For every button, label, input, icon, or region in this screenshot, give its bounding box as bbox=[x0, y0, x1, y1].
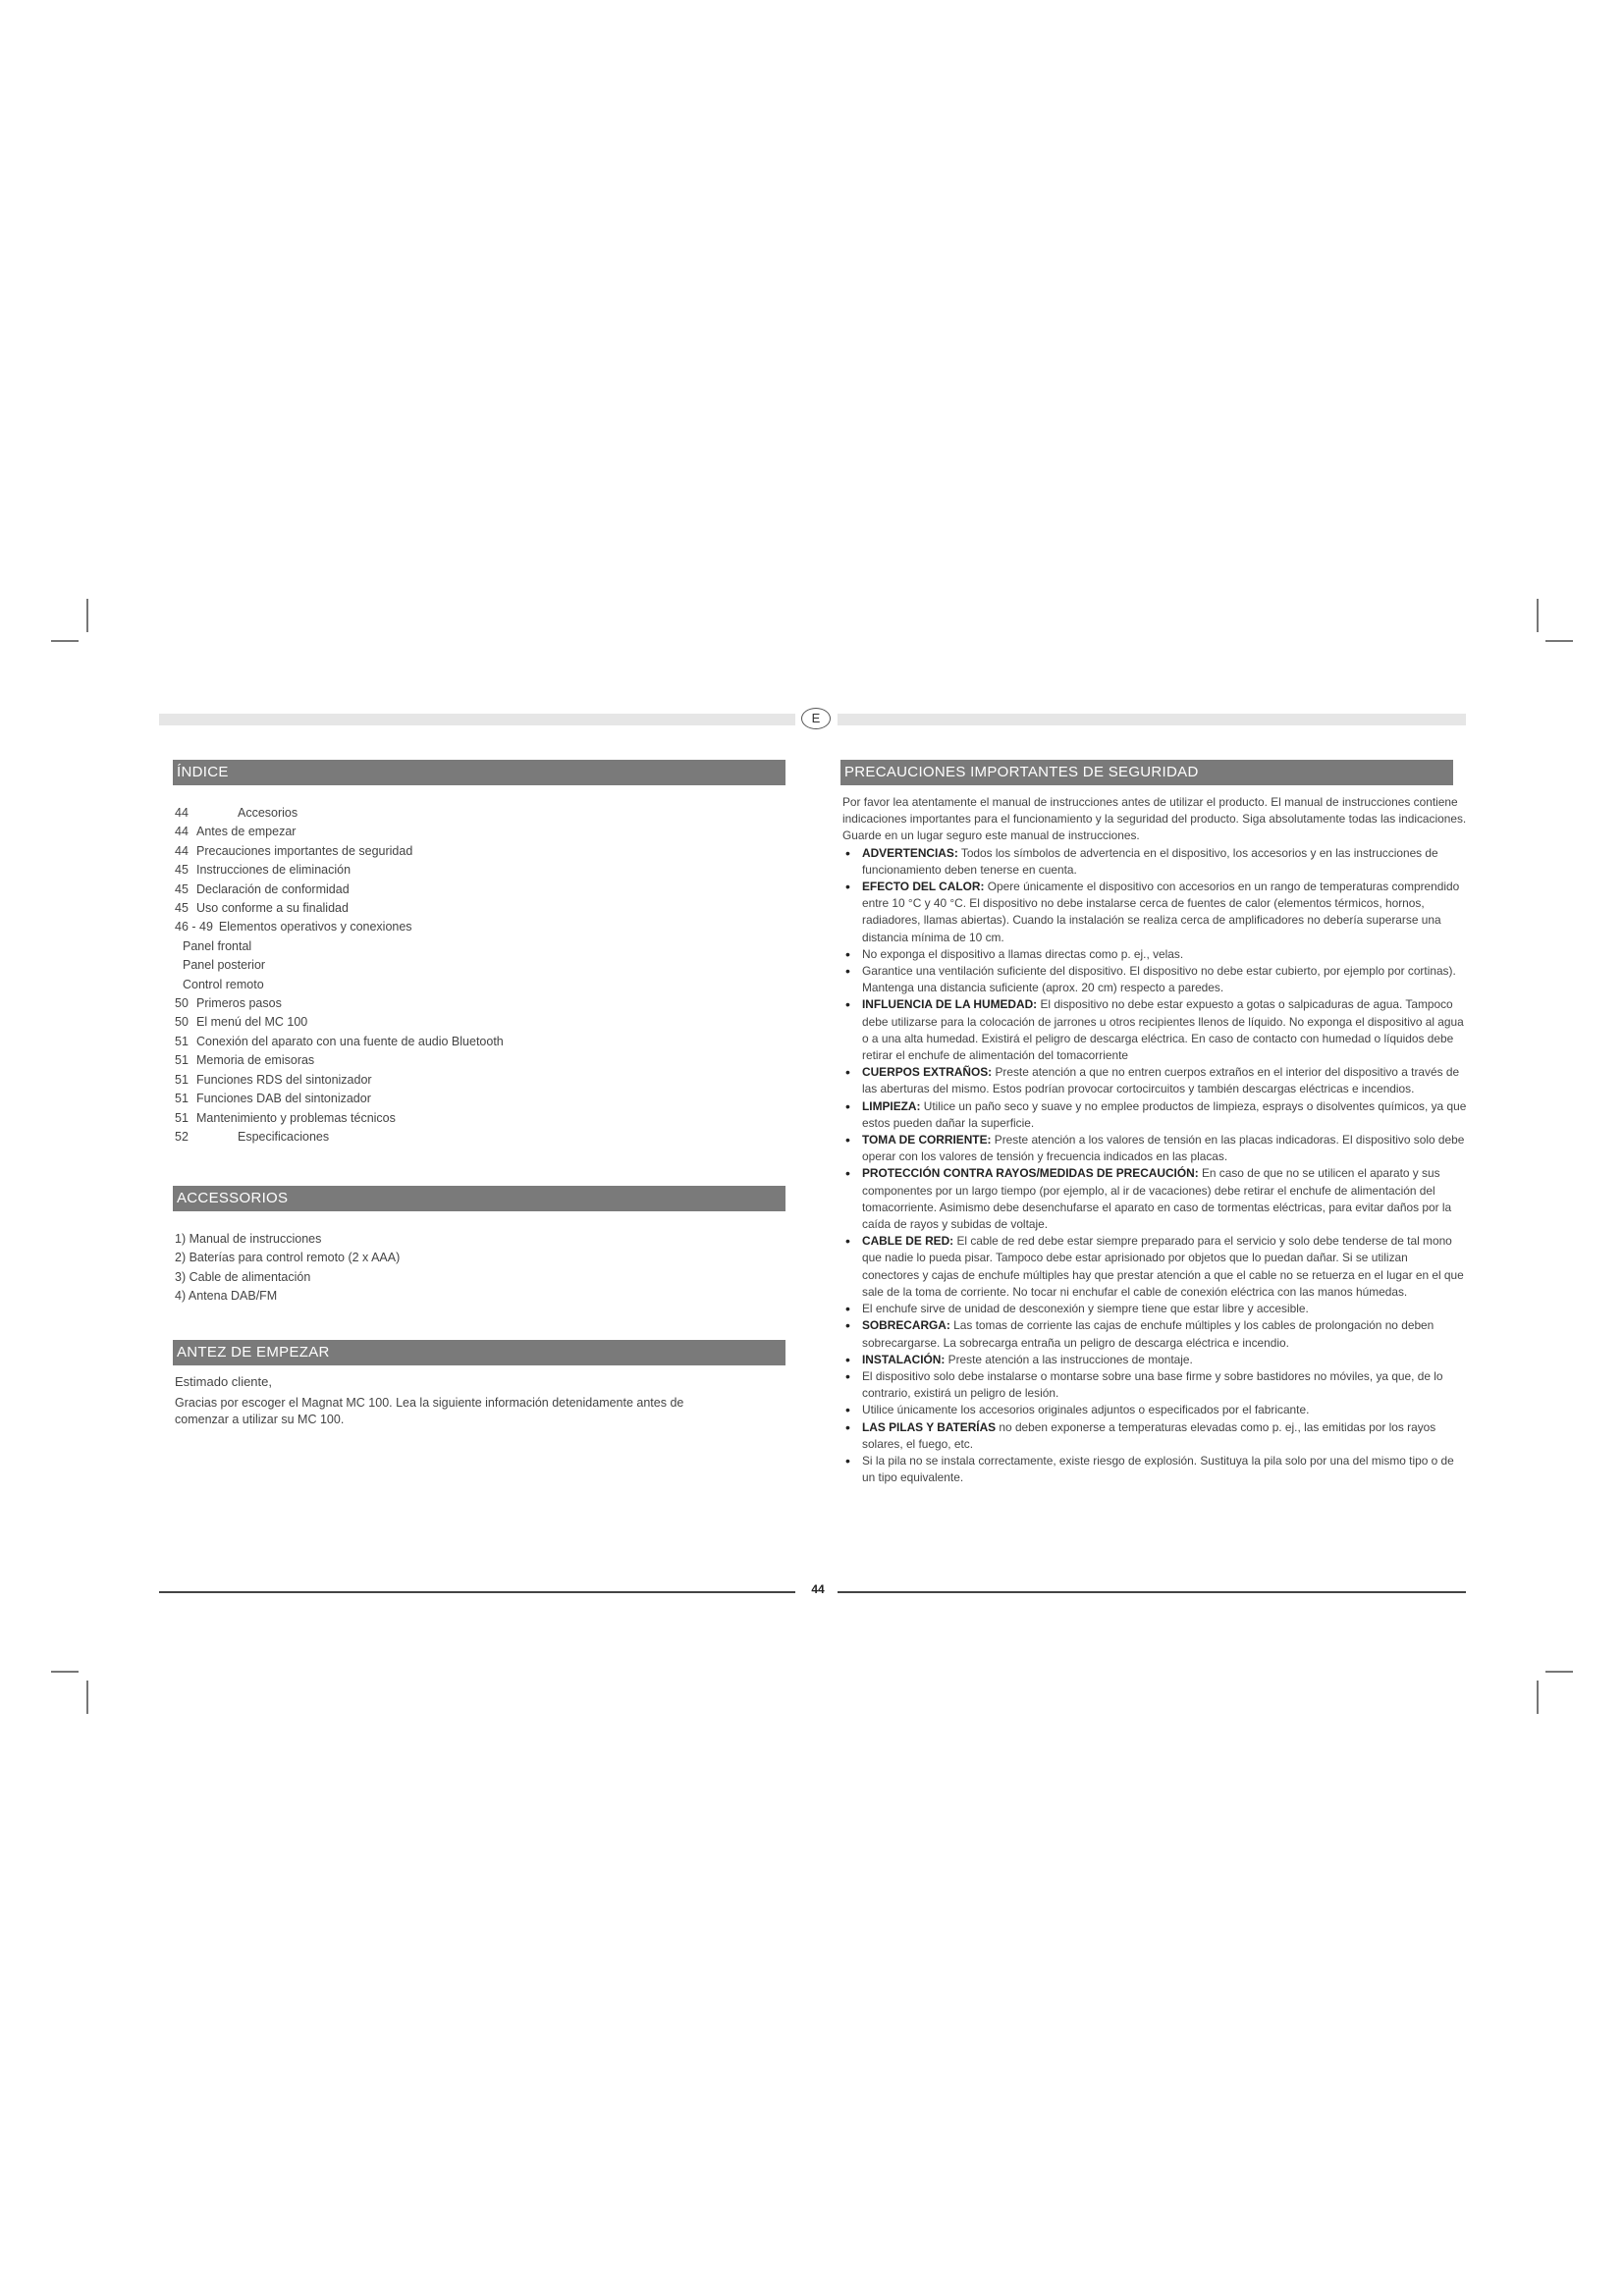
precaution-keyword: INSTALACIÓN: bbox=[862, 1352, 946, 1366]
toc-item bbox=[175, 1071, 774, 1090]
toc-label: Conexión del aparato con una fuente de audio Bluetooth bbox=[196, 1034, 504, 1048]
precaution-text: El enchufe sirve de unidad de desconexión y siempre tiene que estar libre y accesible. bbox=[862, 1302, 1309, 1316]
toc-label: Mantenimiento y problemas técnicos bbox=[196, 1110, 396, 1125]
precaution-item bbox=[842, 1132, 1467, 1165]
toc-label: Memoria de emisoras bbox=[196, 1053, 315, 1068]
page-number: 44 bbox=[811, 1582, 825, 1596]
toc-item bbox=[175, 1109, 774, 1128]
toc-page-number: 44 bbox=[175, 843, 189, 858]
toc-item bbox=[175, 918, 774, 936]
toc-page-number: 51 bbox=[175, 1034, 189, 1048]
toc-page-number: 45 bbox=[175, 863, 189, 878]
toc-page-number: 51 bbox=[175, 1072, 189, 1087]
precaution-item bbox=[842, 946, 1467, 963]
toc-label: Uso conforme a su finalidad bbox=[196, 901, 349, 916]
precaution-keyword: TOMA DE CORRIENTE: bbox=[862, 1133, 992, 1148]
section-header-precauciones: PRECAUCIONES IMPORTANTES DE SEGURIDAD bbox=[840, 760, 1453, 785]
table-of-contents bbox=[175, 804, 774, 1147]
bottom-rule-left bbox=[159, 1591, 795, 1593]
toc-page-number: 44 bbox=[175, 806, 189, 820]
toc-label: Antes de empezar bbox=[196, 825, 297, 839]
precaution-text: Opere únicamente el dispositivo con accesorios en un rango de temperaturas comprendido entre 10 °C y 40 °C. El dispositivo no debe instalarse cerca de fuentes de calor (elementos térmicos, hornos, radiadores, llamas abiertas). Cuando la instalación se realiza cerca de amplificadores no debería superarse una distancia mínima de 10 cm. bbox=[862, 880, 1460, 944]
precaution-text: Preste atención a las instrucciones de montaje. bbox=[945, 1352, 1193, 1366]
toc-item bbox=[175, 1090, 774, 1108]
precaution-text: Garantice una ventilación suficiente del dispositivo. El dispositivo no debe estar cubierto, por ejemplo por cortinas). Mantenga una distancia suficiente (aprox. 20 cm) respecto a paredes. bbox=[862, 964, 1456, 995]
toc-label: Declaración de conformidad bbox=[196, 881, 350, 896]
greeting: Estimado cliente, bbox=[175, 1374, 272, 1389]
toc-page-number: 45 bbox=[175, 901, 189, 916]
precaution-keyword: PROTECCIÓN CONTRA RAYOS/MEDIDAS DE PRECAUCIÓN: bbox=[862, 1166, 1199, 1181]
toc-item bbox=[175, 994, 774, 1013]
antes-section bbox=[175, 1374, 784, 1428]
antes-body: Gracias por escoger el Magnat MC 100. Lea la siguiente información detenidamente antes de comenzar a utilizar su MC 100. bbox=[175, 1396, 684, 1426]
accessory-item: 1) Manual de instrucciones bbox=[175, 1232, 322, 1246]
precaution-item bbox=[842, 845, 1467, 879]
precaution-text: Si la pila no se instala correctamente, existe riesgo de explosión. Sustituya la pila solo por una del mismo tipo o de un tipo equivalente. bbox=[862, 1453, 1454, 1485]
toc-item bbox=[175, 881, 774, 899]
precaution-keyword: ADVERTENCIAS: bbox=[862, 845, 958, 860]
precaution-keyword: CABLE DE RED: bbox=[862, 1234, 954, 1249]
crop-mark bbox=[51, 640, 79, 642]
top-band-right bbox=[838, 714, 1466, 725]
precaution-item bbox=[842, 1368, 1467, 1402]
toc-label: El menú del MC 100 bbox=[196, 1015, 308, 1030]
crop-mark bbox=[1537, 1681, 1539, 1714]
accessory-item: 3) Cable de alimentación bbox=[175, 1269, 311, 1284]
precaution-item bbox=[842, 1165, 1467, 1233]
toc-label: Control remoto bbox=[183, 977, 264, 991]
precaution-text: En caso de que no se utilicen el aparato y sus componentes por un largo tiempo (por ejemplo, al ir de vacaciones) debe retirar el enchufe de alimentación del tomacorriente. Asimismo debe desenchufarse el aparato en caso de tormentas eléctricas, para evitar daños por la caída de rayos y subidas de voltaje. bbox=[862, 1166, 1452, 1232]
precaution-item bbox=[842, 1317, 1467, 1351]
toc-item bbox=[175, 1013, 774, 1032]
precaution-item bbox=[842, 879, 1467, 946]
toc-page-number: 51 bbox=[175, 1092, 189, 1106]
precaution-text: El dispositivo no debe estar expuesto a gotas o salpicaduras de agua. Tampoco debe utilizarse para la colocación de jarrones u otros recipientes llenos de líquido. No exponga el dispositivo al agua o a una alta humedad. Existirá el peligro de descarga eléctrica. En caso de contacto con humedad o líquidos debe retirar el enchufe de alimentación del tomacorriente bbox=[862, 997, 1464, 1063]
toc-page-number: 50 bbox=[175, 1015, 189, 1030]
toc-item bbox=[175, 956, 774, 975]
precaution-item bbox=[842, 1301, 1467, 1317]
top-band-left bbox=[159, 714, 795, 725]
toc-item bbox=[175, 861, 774, 880]
precaution-text: no deben exponerse a temperaturas elevadas como p. ej., las emitidas por los rayos solares, el fuego, etc. bbox=[862, 1419, 1436, 1451]
precaution-item bbox=[842, 996, 1467, 1064]
precaution-keyword: SOBRECARGA: bbox=[862, 1318, 950, 1333]
toc-item bbox=[175, 804, 774, 823]
precaution-item bbox=[842, 1098, 1467, 1132]
toc-label: Panel frontal bbox=[183, 938, 252, 953]
toc-page-number: 45 bbox=[175, 881, 189, 896]
precaution-text: Utilice un paño seco y suave y no emplee productos de limpieza, esprays o disolventes químicos, ya que estos pueden dañar la superficie. bbox=[862, 1098, 1467, 1130]
toc-label: Primeros pasos bbox=[196, 996, 282, 1011]
toc-label: Precauciones importantes de seguridad bbox=[196, 843, 413, 858]
crop-mark bbox=[1545, 640, 1573, 642]
toc-label: Panel posterior bbox=[183, 958, 266, 973]
precaution-keyword: EFECTO DEL CALOR: bbox=[862, 880, 985, 894]
toc-item bbox=[175, 937, 774, 956]
precaution-text: Preste atención a los valores de tensión en las placas indicadoras. El dispositivo solo debe operar con los valores de tensión y frecuencia indicados en las placas. bbox=[862, 1133, 1465, 1164]
section-header-antes: ANTEZ DE EMPEZAR bbox=[173, 1340, 785, 1365]
precaution-text: No exponga el dispositivo a llamas directas como p. ej., velas. bbox=[862, 946, 1184, 961]
toc-label: Elementos operativos y conexiones bbox=[218, 920, 412, 934]
precaution-keyword: LIMPIEZA: bbox=[862, 1098, 921, 1113]
toc-item bbox=[175, 1128, 774, 1147]
precaution-item bbox=[842, 1453, 1467, 1486]
language-badge: E bbox=[801, 708, 831, 729]
precaution-text: Preste atención a que no entren cuerpos extraños en el interior del dispositivo a través de las aberturas del mismo. Estos podrían provocar cortocircuitos y también descargas eléctricas e incendios. bbox=[862, 1065, 1460, 1096]
toc-item bbox=[175, 976, 774, 994]
toc-label: Funciones DAB del sintonizador bbox=[196, 1092, 371, 1106]
toc-page-number: 52 bbox=[175, 1129, 189, 1144]
accessory-item: 4) Antena DAB/FM bbox=[175, 1289, 278, 1304]
precautions-intro: Por favor lea atentamente el manual de instrucciones antes de utilizar el producto. El manual de instrucciones contiene indicaciones importantes para el funcionamiento y la seguridad del producto. Siga absolutamente todas las indicaciones. Guarde en un lugar seguro este manual de instrucciones. bbox=[842, 795, 1467, 843]
precautions-section bbox=[842, 794, 1467, 1486]
precaution-text: El cable de red debe estar siempre preparado para el servicio y solo debe tenderse de tal mono que nadie lo pueda pisar. Tampoco debe estar aprisionado por objetos que lo puedan dañar. Si se utilizan conectores y cajas de enchufe múltiples hay que prestar atención a que el cable no se retuerza en el lugar en el que sale de la toma de corriente. No tocar ni enchufar el cable de conexión eléctrica con las manos húmedas. bbox=[862, 1234, 1464, 1299]
toc-item bbox=[175, 899, 774, 918]
precaution-item bbox=[842, 1402, 1467, 1418]
crop-mark bbox=[1537, 599, 1539, 632]
crop-mark bbox=[86, 599, 88, 632]
precaution-text: El dispositivo solo debe instalarse o montarse sobre una base firme y sobre bastidores no móviles, ya que, de lo contrario, existirá un peligro de lesión. bbox=[862, 1368, 1443, 1401]
precaution-item bbox=[842, 1352, 1467, 1368]
precaution-keyword: CUERPOS EXTRAÑOS: bbox=[862, 1065, 993, 1080]
precaution-text: Las tomas de corriente las cajas de enchufe múltiples y los cables de prolongación no deben sobrecargarse. La sobrecarga entraña un peligro de descarga eléctrica e incendio. bbox=[862, 1318, 1435, 1350]
toc-item bbox=[175, 1033, 774, 1051]
crop-mark bbox=[86, 1681, 88, 1714]
precaution-item bbox=[842, 1064, 1467, 1097]
toc-item bbox=[175, 1051, 774, 1070]
precaution-keyword: LAS PILAS Y BATERÍAS bbox=[862, 1419, 997, 1434]
toc-label: Accesorios bbox=[238, 806, 298, 820]
precaution-text: Todos los símbolos de advertencia en el dispositivo, los accesorios y en las instrucciones de funcionamiento deben tenerse en cuenta. bbox=[862, 845, 1438, 877]
accessory-item: 2) Baterías para control remoto (2 x AAA) bbox=[175, 1251, 401, 1265]
toc-label: Funciones RDS del sintonizador bbox=[196, 1072, 372, 1087]
crop-mark bbox=[51, 1671, 79, 1673]
section-header-accesorios: ACCESSORIOS bbox=[173, 1186, 785, 1211]
toc-page-number: 51 bbox=[175, 1110, 189, 1125]
precautions-list bbox=[842, 845, 1467, 1487]
precaution-item bbox=[842, 963, 1467, 996]
precaution-item bbox=[842, 1233, 1467, 1301]
toc-page-number: 51 bbox=[175, 1053, 189, 1068]
accessories-list bbox=[175, 1230, 400, 1307]
toc-item bbox=[175, 842, 774, 861]
toc-page-number: 46 - 49 bbox=[175, 920, 213, 934]
toc-page-number: 50 bbox=[175, 996, 189, 1011]
toc-label: Especificaciones bbox=[238, 1129, 330, 1144]
section-header-indice: ÍNDICE bbox=[173, 760, 785, 785]
crop-mark bbox=[1545, 1671, 1573, 1673]
toc-item bbox=[175, 823, 774, 841]
bottom-rule-right bbox=[838, 1591, 1466, 1593]
precaution-item bbox=[842, 1419, 1467, 1453]
precaution-text: Utilice únicamente los accesorios originales adjuntos o especificados por el fabricante. bbox=[862, 1403, 1310, 1417]
toc-page-number: 44 bbox=[175, 825, 189, 839]
precaution-keyword: INFLUENCIA DE LA HUMEDAD: bbox=[862, 997, 1038, 1012]
toc-label: Instrucciones de eliminación bbox=[196, 863, 352, 878]
